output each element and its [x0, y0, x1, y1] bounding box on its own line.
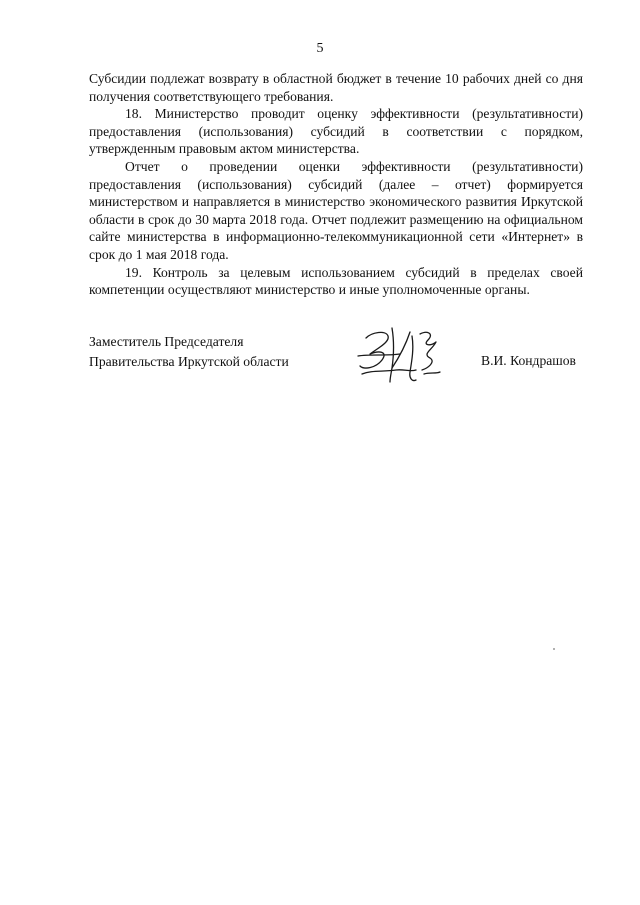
document-body: [89, 70, 583, 299]
signatory-title: [89, 332, 289, 372]
paragraph-subsidy-return: Субсидии подлежат возврату в областной бюджет в течение 10 рабочих дней со дня получения соответствующего требования.: [89, 71, 583, 104]
paragraph-18-evaluation: 18. Министерство проводит оценку эффективности (результативности) предоставления (использования) субсидий в соответствии с порядком, утвержденным правовым актом министерства.: [89, 106, 583, 157]
handwritten-signature: [352, 320, 452, 390]
paragraph-report: Отчет о проведении оценки эффективности (результативности) предоставления (использования) субсидий (далее – отчет) формируется министерством и направляется в министерство экономического развития Иркутской области в срок до 30 марта 2018 года. Отчет подлежит размещению на официальном сайте министерства в информационно-телекоммуникационной сети «Интернет» в срок до 1 мая 2018 года.: [89, 158, 583, 262]
signatory-name: В.И. Кондрашов: [481, 353, 576, 368]
scan-speck: [553, 648, 555, 650]
paragraph-19-control: 19. Контроль за целевым использованием субсидий в пределах своей компетенции осуществляют министерство и иные уполномоченные органы.: [89, 264, 583, 298]
signatory-title-line1: Заместитель Председателя: [89, 334, 244, 349]
signatory-title-line2: Правительства Иркутской области: [89, 354, 289, 369]
page-number: 5: [316, 41, 324, 56]
